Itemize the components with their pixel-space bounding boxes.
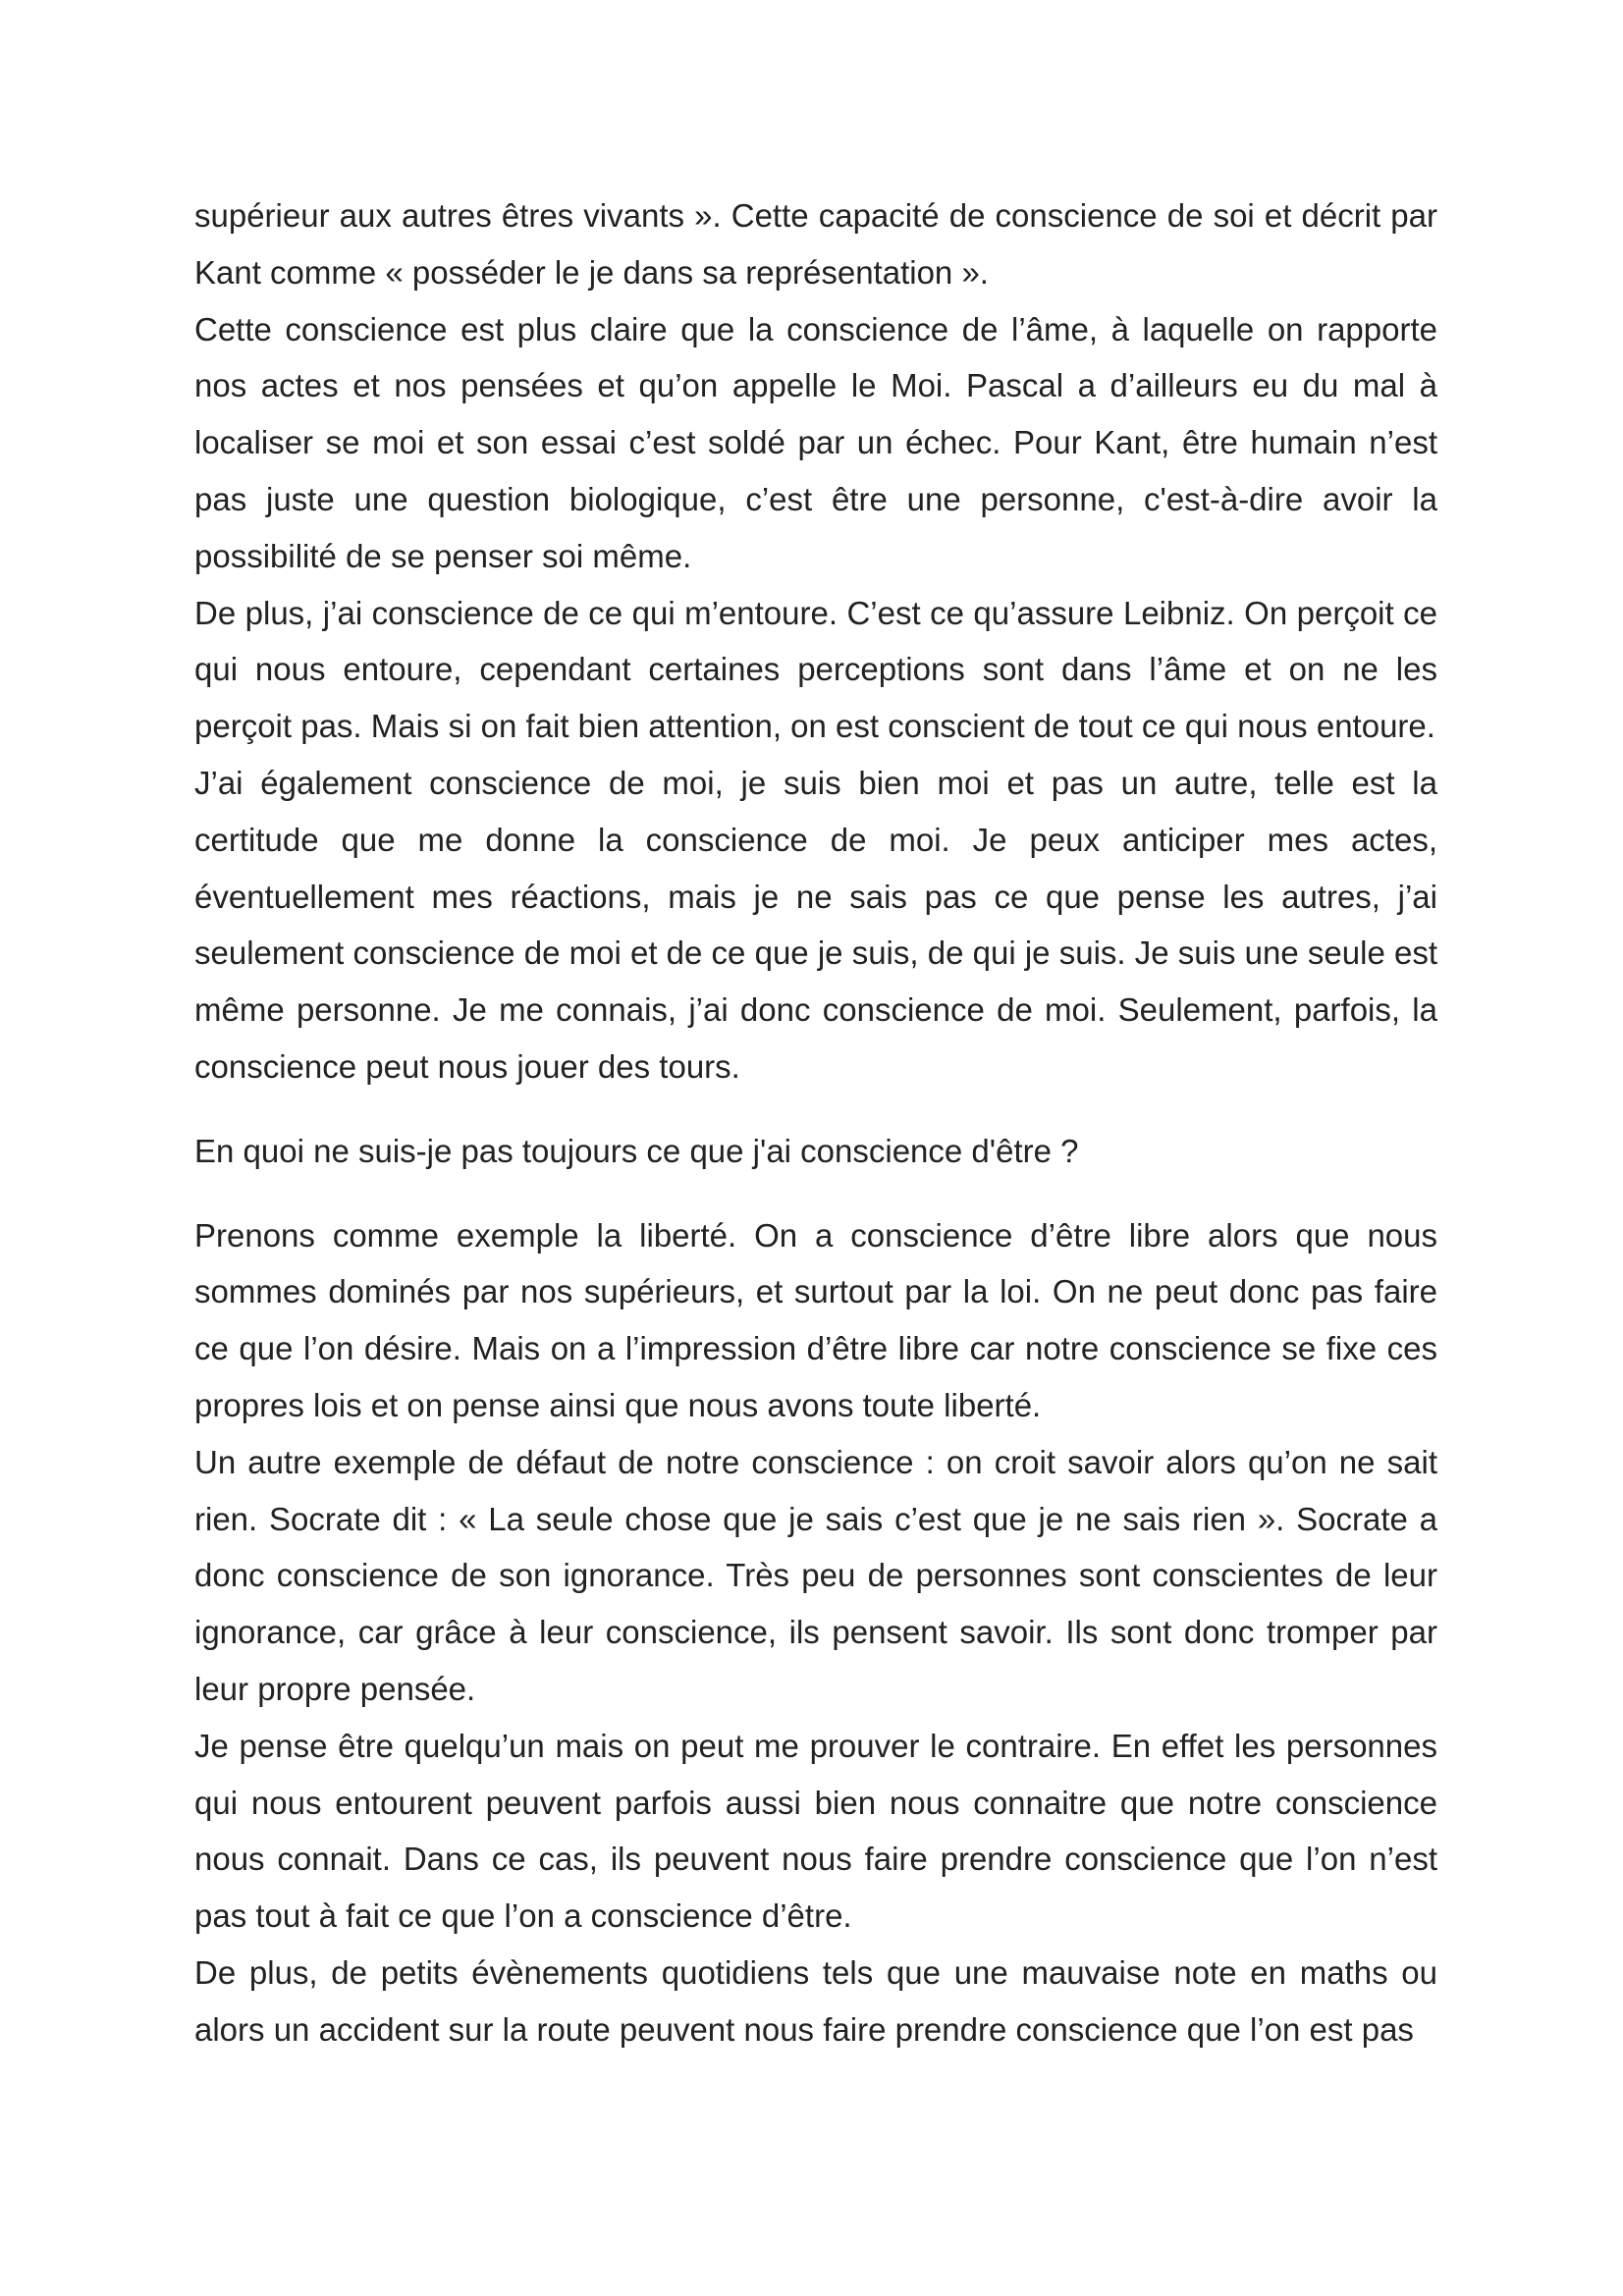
paragraph-moi: Cette conscience est plus claire que la conscience de l’âme, à laquelle on rapporte nos actes et nos pensées et qu’on appelle le Moi. Pascal a d’ailleurs eu du mal à localiser se moi et son essai c’est soldé par un échec. Pour Kant, être humain n’est pas juste une question biologique, c’est être une personne, c'est-à-dire avoir la possibilité de se penser soi même. <box>194 310 1437 574</box>
paragraph-evenements: De plus, de petits évènements quotidiens tels que une mauvaise note en maths ou alors un accident sur la route peuvent nous faire prendre conscience que l’on est pas <box>194 1953 1437 2048</box>
paragraph-conscience-de-moi: J’ai également conscience de moi, je suis bien moi et pas un autre, telle est la certitude que me donne la conscience de moi. Je peux anticiper mes actes, éventuellement mes réactions, mais je ne sais pas ce que pense les autres, j’ai seulement conscience de moi et de ce que je suis, de qui je suis. Je suis une seule est même personne. Je me connais, j’ai donc conscience de moi. Seulement, parfois, la conscience peut nous jouer des tours. <box>194 764 1437 1085</box>
section-question: En quoi ne suis-je pas toujours ce que j'ai conscience d'être ? <box>194 1132 1079 1169</box>
paragraph-liberte: Prenons comme exemple la liberté. On a conscience d’être libre alors que nous sommes dominés par nos supérieurs, et surtout par la loi. On ne peut donc pas faire ce que l’on désire. Mais on a l’impression d’être libre car notre conscience se fixe ces propres lois et on pense ainsi que nous avons toute liberté. <box>194 1216 1437 1423</box>
paragraph-autrui: Je pense être quelqu’un mais on peut me prouver le contraire. En effet les personnes qui nous entourent peuvent parfois aussi bien nous connaitre que notre conscience nous connait. Dans ce cas, ils peuvent nous faire prendre conscience que l’on n’est pas tout à fait ce que l’on a conscience d’être. <box>194 1727 1437 1935</box>
paragraph-leibniz: De plus, j’ai conscience de ce qui m’entoure. C’est ce qu’assure Leibniz. On perçoit ce qui nous entoure, cependant certaines perceptions sont dans l’âme et on ne les perçoit pas. Mais si on fait bien attention, on est conscient de tout ce qui nous entoure. <box>194 594 1437 745</box>
paragraph-socrate: Un autre exemple de défaut de notre conscience : on croit savoir alors qu’on ne sait rien. Socrate dit : « La seule chose que je sais c’est que je ne sais rien ». Socrate a donc conscience de son ignorance. Très peu de personnes sont conscientes de leur ignorance, car grâce à leur conscience, ils pensent savoir. Ils sont donc tromper par leur propre pensée. <box>194 1443 1437 1707</box>
paragraph-self-consciousness: supérieur aux autres êtres vivants ». Cette capacité de conscience de soi et décrit par Kant comme « posséder le je dans sa représentation ». <box>194 197 1437 291</box>
document-page <box>194 187 1437 2058</box>
